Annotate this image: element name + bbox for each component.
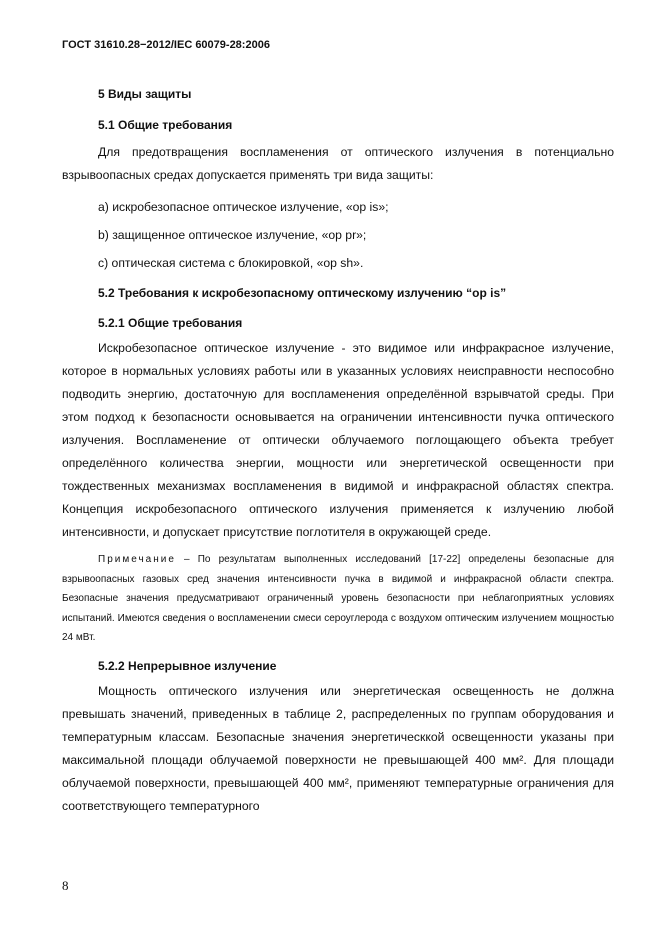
paragraph: Искробезопасное оптическое излучение - это видимое или инфракрасное излучение, которое в нормальных условиях работы или в указанных условиях неисправности неспособно подводить энергию, достаточную для воспламенения определённой взрывчатой среды. При этом подход к безопасности основывается на ограничении интенсивности пучка оптического излучения. Воспламенение от оптически облучаемого поглощающего объекта требует определённого количества энергии, мощности или энергетической освещенности при тождественных механизмах воспламенения в видимой и инфракрасной областях спектра. Концепция искробезопасного оптического излучения применяется к излучению любой интенсивности, и допускает присутствие поглотителя в окружающей среде. [62,341,614,539]
document-header: ГОСТ 31610.28−2012/IEC 60079-28:2006 [62,39,270,51]
paragraph: Для предотвращения воспламенения от оптического излучения в потенциально взрывоопасных средах допускается применять три вида защиты: [62,145,614,182]
subsection-heading: 5.1 Общие требования [98,118,233,132]
list-item: a) искробезопасное оптическое излучение, «op is»; [98,200,389,214]
note-label: Примечание [98,554,176,565]
page-number: 8 [62,878,69,893]
page-content [62,86,614,818]
subsection-heading: 5.2 Требования к искробезопасному оптическому излучению “op is” [98,286,507,300]
section-heading: 5 Виды защиты [98,87,192,101]
list-item: b) защищенное оптическое излучение, «op pr»; [98,228,367,242]
paragraph: Мощность оптического излучения или энергетическая освещенность не должна превышать значений, приведенных в таблице 2, распределенных по группам оборудования и температурным классам. Безопасные значения энергетическкой освещенности указаны при максимальной площади облучаемой поверхности не превышающей 400 мм². Для площади облучаемой поверхности, превышающей 400 мм², применяют температурные ограничения для соответствующего температурного [62,683,614,813]
subsection-heading: 5.2.1 Общие требования [98,316,243,330]
list-item: c) оптическая система с блокировкой, «op sh». [98,256,364,270]
note-text: – По результатам выполненных исследований [17-22] определены безопасные для взрывоопасных газовых сред значения интенсивности пучка в видимой и инфракрасной области спектра. Безопасные значения предусматривают ограниченный уровень безопасности при неблагоприятных условиях испытаний. Имеются сведения о воспламенении смеси сероуглерода с воздухом оптическим излучением мощностью 24 мВт. [62,554,614,643]
note [62,550,614,648]
subsection-heading: 5.2.2 Непрерывное излучение [98,658,277,673]
